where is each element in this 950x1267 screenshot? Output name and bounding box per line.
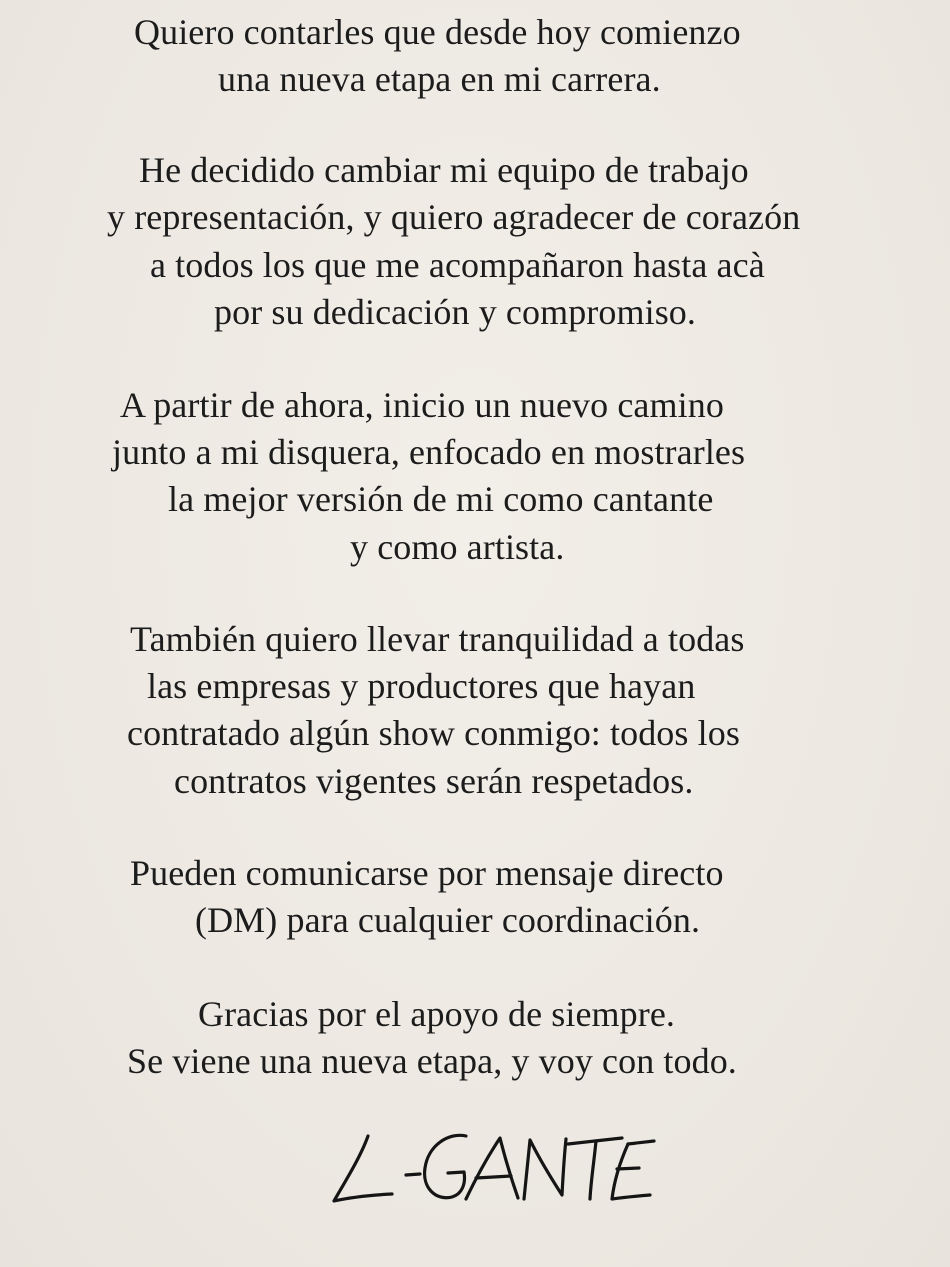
letter-line <box>0 666 950 706</box>
letter-line-text: Se viene una nueva etapa, y voy con todo. <box>127 1041 737 1081</box>
letter-line-text: la mejor versión de mi como cantante <box>168 479 714 519</box>
letter-line-text: Gracias por el apoyo de siempre. <box>198 994 676 1034</box>
letter-line <box>0 1041 950 1081</box>
signature <box>328 1122 658 1212</box>
letter-line <box>0 853 950 893</box>
letter-line-text: una nueva etapa en mi carrera. <box>218 59 661 99</box>
letter-line <box>0 197 950 237</box>
letter-line-text: y como artista. <box>350 527 565 567</box>
letter-line-text: Quiero contarles que desde hoy comienzo <box>134 12 741 52</box>
letter-line <box>0 12 950 52</box>
letter-line <box>0 479 950 519</box>
letter-line-text: contratado algún show conmigo: todos los <box>127 713 740 753</box>
letter-line-text: También quiero llevar tranquilidad a todas <box>130 619 745 659</box>
letter-line <box>0 619 950 659</box>
letter-line <box>0 527 950 567</box>
letter-line-text: (DM) para cualquier coordinación. <box>195 900 701 940</box>
letter-line <box>0 245 950 285</box>
letter-line-text: A partir de ahora, inicio un nuevo camino <box>120 385 724 425</box>
letter-line-text: He decidido cambiar mi equipo de trabajo <box>139 150 749 190</box>
letter-line-text: y representación, y quiero agradecer de corazón <box>107 197 801 237</box>
letter-line <box>0 432 950 472</box>
letter-line <box>0 713 950 753</box>
letter-line-text: junto a mi disquera, enfocado en mostrarles <box>112 432 746 472</box>
letter-line <box>0 994 950 1034</box>
letter-line <box>0 292 950 332</box>
letter-line-text: contratos vigentes serán respetados. <box>174 761 694 801</box>
letter-line <box>0 761 950 801</box>
letter-line-text: a todos los que me acompañaron hasta acà <box>150 245 765 285</box>
letter-line <box>0 59 950 99</box>
letter-line <box>0 150 950 190</box>
letter-line-text: Pueden comunicarse por mensaje directo <box>130 853 724 893</box>
letter-line-text: por su dedicación y compromiso. <box>214 292 696 332</box>
letter-line-text: las empresas y productores que hayan <box>147 666 696 706</box>
letter-line <box>0 385 950 425</box>
letter-line <box>0 900 950 940</box>
